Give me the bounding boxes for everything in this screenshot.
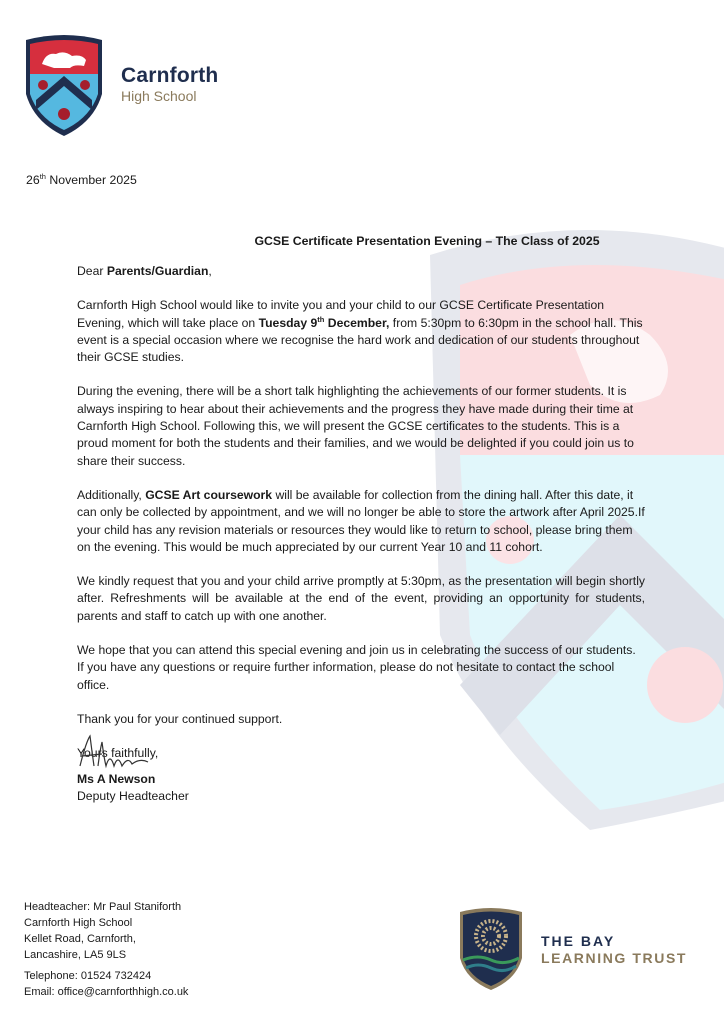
salutation-prefix: Dear bbox=[77, 264, 107, 278]
salutation-recipient: Parents/Guardian bbox=[106, 264, 209, 278]
footer-email[interactable]: Email: office@carnforthhigh.co.uk bbox=[24, 986, 189, 998]
signature-icon bbox=[76, 732, 166, 774]
trust-name-line2: LEARNING TRUST bbox=[541, 950, 688, 966]
date-day: 26 bbox=[26, 173, 40, 187]
trust-name-line1: THE BAY bbox=[541, 933, 616, 949]
footer-school: Carnforth High School bbox=[24, 917, 133, 929]
paragraph-thanks: Thank you for your continued support. bbox=[77, 711, 283, 726]
p1-text: Carnforth High School would like to invite you and your child to our GCSE Certificate Presentation Evening, which will take place on bbox=[77, 298, 605, 330]
footer-address-2: Lancashire, LA5 9LS bbox=[24, 949, 127, 961]
p1-text-2: from 5:30pm to 6:30pm in the school hall. This event is a special occasion where we recognise the hard work and dedication of our students throughout their GCSE studies. bbox=[77, 315, 643, 365]
closing: Yours faithfully, bbox=[77, 746, 159, 761]
signer-role: Deputy Headteacher bbox=[77, 789, 189, 803]
salutation-suffix: , bbox=[208, 264, 212, 278]
event-day: Tuesday 9 bbox=[258, 315, 318, 330]
signer-name: Ms A Newson bbox=[77, 772, 156, 786]
letter-body bbox=[77, 263, 645, 780]
school-name: Carnforth bbox=[121, 64, 219, 87]
coursework-highlight: GCSE Art coursework bbox=[145, 487, 273, 502]
date-suffix: th bbox=[39, 171, 46, 181]
paragraph-arrival: We kindly request that you and your child arrive promptly at 5:30pm, as the presentation will begin shortly after. Refreshments will be available at the end of the event, providing an opportunity for students, parents and staff to catch up with one another. bbox=[77, 574, 645, 623]
letter-title bbox=[0, 234, 724, 248]
trust-crest-icon bbox=[458, 906, 524, 992]
school-subtitle: High School bbox=[121, 88, 197, 104]
paragraph-coursework bbox=[77, 487, 645, 556]
event-day-suffix: th bbox=[317, 314, 325, 324]
event-date bbox=[259, 316, 390, 330]
p3-text: Additionally, bbox=[77, 487, 146, 502]
signer-block bbox=[77, 771, 189, 805]
salutation bbox=[77, 263, 645, 280]
paragraph-evening: During the evening, there will be a short talk highlighting the achievements of our former students. It is always inspiring to hear about their achievements and the progress they have made during their time at Carnforth High School. Following this, we will present the GCSE certificates to the students. This is a proud moment for both the students and their families, and we would be delighted if you could join us to share their success. bbox=[77, 384, 634, 468]
paragraph-invitation bbox=[77, 297, 645, 366]
paragraph-attend: We hope that you can attend this special evening and join us in celebrating the success of our students. If you have any questions or require further information, please do not hesitate to contact the school office. bbox=[77, 643, 636, 692]
p3-text-2: will be available for collection from the dining hall. After this date, it can only be collected by appointment, and we will no longer be able to store the artwork after April 2025.If your child has any revision materials or resources they would like to return to school, please bring them on the evening. This would be much appreciated by our current Year 10 and 11 cohort. bbox=[77, 487, 645, 554]
footer-address-1: Kellet Road, Carnforth, bbox=[24, 933, 136, 945]
letter-title-text: GCSE Certificate Presentation Evening – The Class of 2025 bbox=[254, 234, 600, 248]
event-month: December, bbox=[324, 315, 390, 330]
date-rest: November 2025 bbox=[45, 173, 137, 187]
letter-date bbox=[26, 173, 137, 187]
footer-contact bbox=[24, 899, 188, 1000]
footer-headteacher: Headteacher: Mr Paul Staniforth bbox=[24, 901, 182, 913]
school-crest-icon bbox=[24, 34, 104, 138]
footer-telephone: Telephone: 01524 732424 bbox=[24, 970, 152, 982]
